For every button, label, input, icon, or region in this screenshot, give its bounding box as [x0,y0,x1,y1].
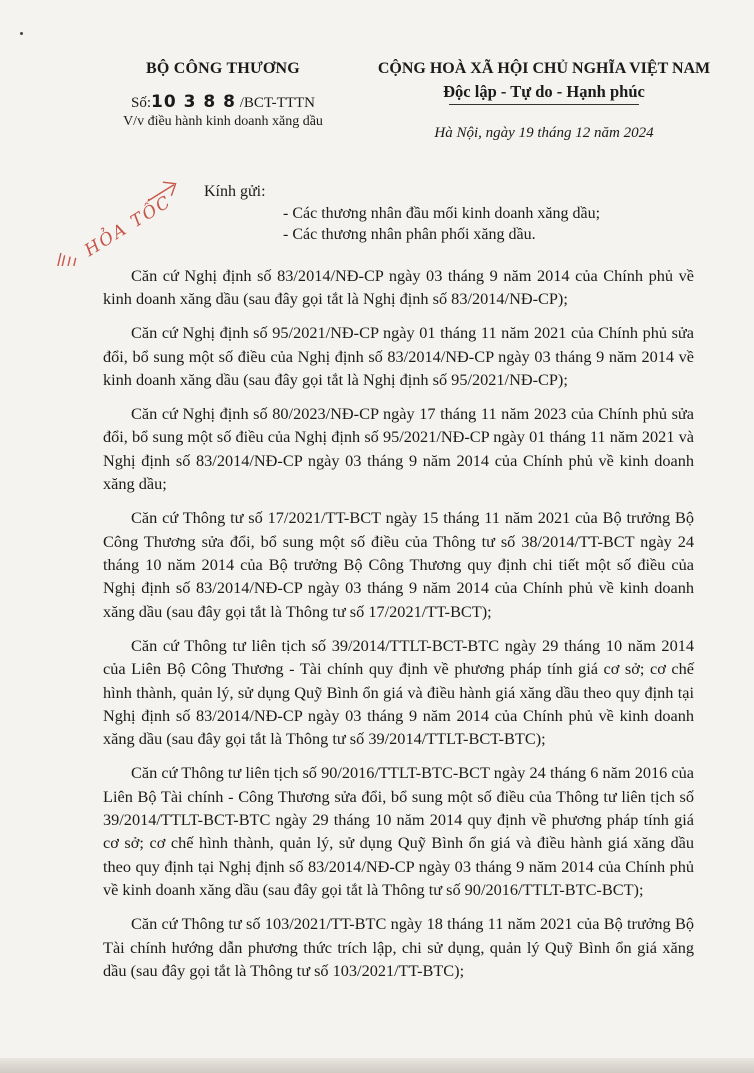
handwritten-number: 10 3 8 8 [151,92,236,112]
recipient-item: - Các thương nhân đầu mối kinh doanh xăng dầu; [283,205,601,222]
stamp-arrow-tail [49,248,83,266]
number-prefix: Số: [131,95,152,111]
legal-basis-paragraph: Căn cứ Nghị định số 83/2014/NĐ-CP ngày 03 tháng 9 năm 2014 của Chính phủ về kinh doanh xăng dầu (sau đây gọi tắt là Nghị định số 83/2014/NĐ-CP); [103,266,694,309]
issuing-agency-block [108,60,338,130]
legal-basis-paragraph: Căn cứ Nghị định số 80/2023/NĐ-CP ngày 17 tháng 11 năm 2023 của Chính phủ sửa đổi, bổ sung một số điều của Nghị định số 95/2021/NĐ-CP ngày 01 tháng 11 năm 2021 và Nghị định số 83/2014/NĐ-CP ngày 03 tháng 9 năm 2014 của Chính phủ về kinh doanh xăng dầu; [103,404,694,494]
legal-basis-paragraph: Căn cứ Thông tư số 17/2021/TT-BCT ngày 15 tháng 11 năm 2021 của Bộ trưởng Bộ Công Thương sửa đổi, bổ sung một số điều của Thông tư số 38/2014/TT-BCT ngày 24 tháng 10 năm 2014 của Bộ trưởng Bộ Công Thương quy định chi tiết một số điều của Nghị định số 83/2014/NĐ-CP ngày 03 tháng 9 năm 2014 của Chính phủ về kinh doanh xăng dầu (sau đây gọi tắt là Thông tư số 17/2021/TT-BCT); [103,508,694,621]
legal-basis-paragraph: Căn cứ Thông tư số 103/2021/TT-BTC ngày 18 tháng 11 năm 2021 của Bộ trưởng Bộ Tài chính hướng dẫn phương thức trích lập, chi sử dụng, quản lý Quỹ Bình ổn giá xăng dầu (sau đây gọi tắt là Thông tư số 103/2021/TT-BTC); [103,914,694,980]
stamp-text: HỎA TỐC [81,191,176,261]
legal-basis-paragraph: Căn cứ Thông tư liên tịch số 90/2016/TTLT-BTC-BCT ngày 24 tháng 6 năm 2016 của Liên Bộ Tài chính - Công Thương sửa đổi, bổ sung một số điều của Thông tư liên tịch số 39/2014/TTLT-BCT-BTC ngày 29 tháng 10 năm 2014 quy định về phương pháp tính giá cơ sở; cơ chế hình thành, quản lý, sử dụng Quỹ Bình ổn giá và điều hành giá xăng dầu theo quy định tại Nghị định số 83/2014/NĐ-CP ngày 03 tháng 9 năm 2014 của Chính phủ về kinh doanh xăng dầu (sau đây gọi tắt là Thông tư số 90/2016/TTLT-BTC-BCT); [103,763,694,900]
nation-title: CỘNG HOÀ XÃ HỘI CHỦ NGHĨA VIỆT NAM [377,60,711,77]
urgent-stamp [34,176,194,266]
salutation: Kính gửi: [204,183,266,200]
recipient-item: - Các thương nhân phân phối xăng dầu. [283,226,536,243]
document-number [108,92,338,112]
number-suffix: /BCT-TTTN [235,95,315,111]
motto: Độc lập - Tự do - Hạnh phúc [443,82,645,101]
national-title-block [344,60,744,142]
agency-name: BỘ CÔNG THƯƠNG [146,60,300,77]
legal-basis-paragraph: Căn cứ Nghị định số 95/2021/NĐ-CP ngày 01 tháng 11 năm 2021 của Chính phủ sửa đổi, bổ sung một số điều của Nghị định số 83/2014/NĐ-CP ngày 03 tháng 9 năm 2014 về kinh doanh xăng dầu (sau đây gọi tắt là Nghị định số 95/2021/NĐ-CP); [103,323,694,390]
page-bottom-edge [0,1058,754,1073]
place-date: Hà Nội, ngày 19 tháng 12 năm 2024 [434,125,654,141]
recipient-list [283,203,600,245]
scan-speck [20,32,23,35]
document-subject: V/v điều hành kinh doanh xăng dầu [123,114,323,129]
document-body [103,264,694,993]
motto-underline [449,104,639,105]
legal-basis-paragraph: Căn cứ Thông tư liên tịch số 39/2014/TTLT-BCT-BTC ngày 29 tháng 10 năm 2014 của Liên Bộ Công Thương - Tài chính quy định về phương pháp tính giá cơ sở; cơ chế hình thành, quản lý, sử dụng Quỹ Bình ổn giá và điều hành giá xăng dầu theo quy định tại Nghị định số 83/2014/NĐ-CP ngày 03 tháng 9 năm 2014 của Chính phủ về kinh doanh xăng dầu (sau đây gọi tắt là Thông tư số 39/2014/TTLT-BCT-BTC); [103,635,694,749]
